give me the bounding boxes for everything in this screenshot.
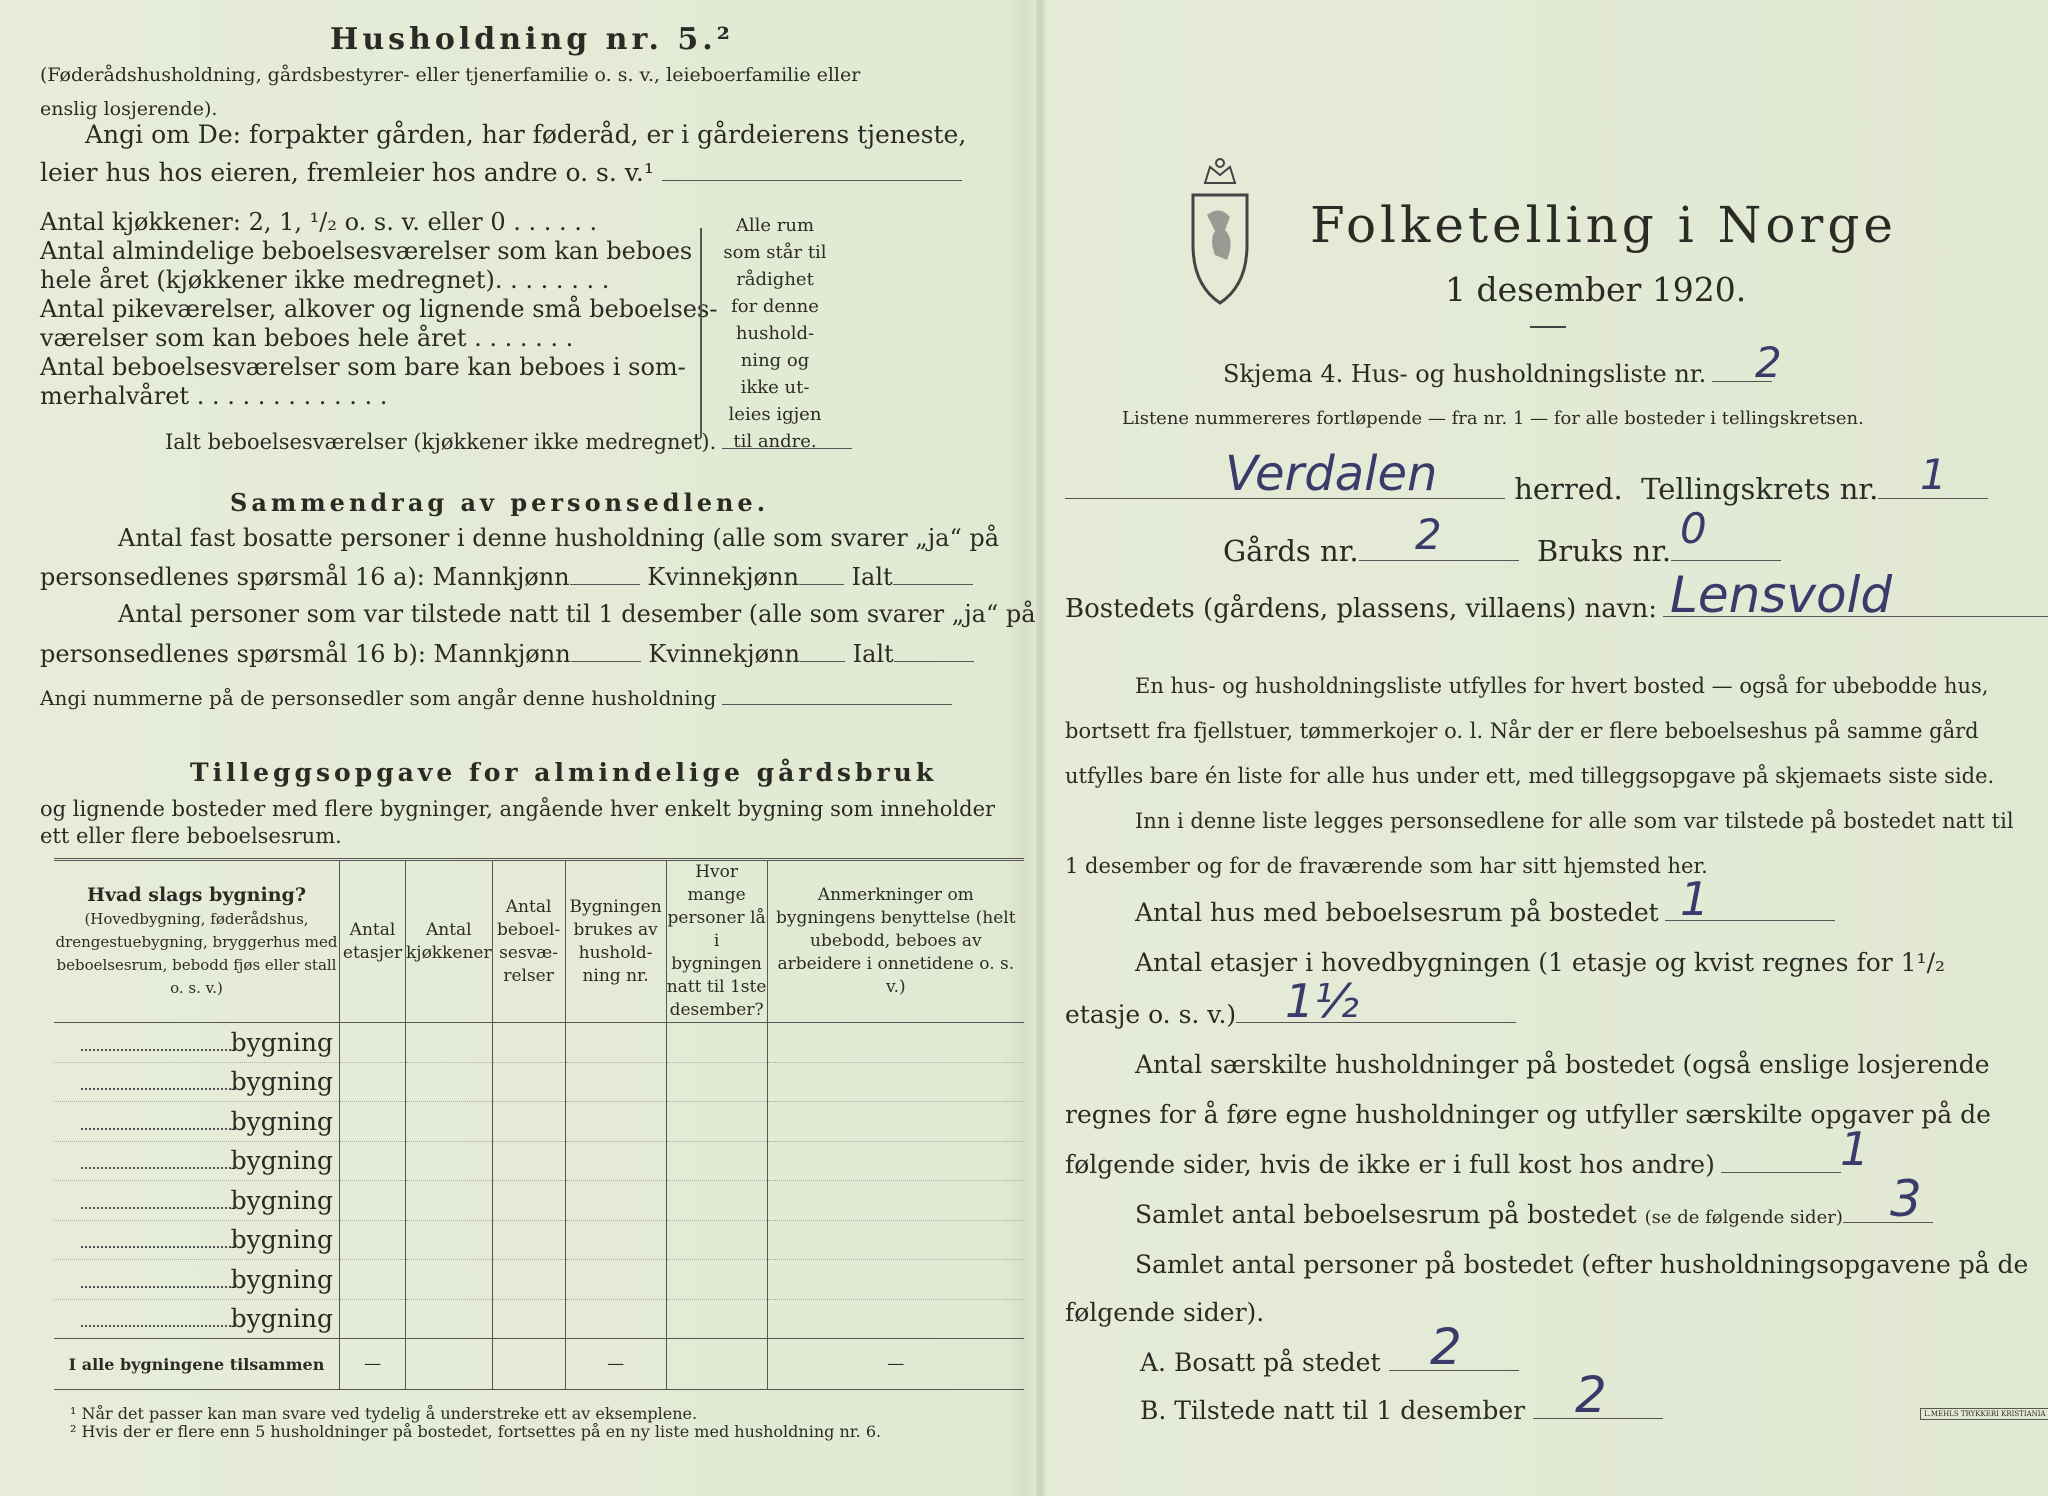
footnote-1: ¹ Når det passer kan man svare ved tydelig å understreke ett av eksemplene. bbox=[70, 1404, 698, 1423]
page-fold bbox=[1036, 0, 1046, 1496]
gards-line: Gårds nr. Bruks nr. bbox=[1223, 534, 1781, 568]
rooms-line-kitchens: Antal kjøkkener: 2, 1, ¹/₂ o. s. v. eller 0 . . . . . . bbox=[40, 208, 598, 236]
bosted-line: Bostedets (gårdens, plassens, villaens) navn: bbox=[1065, 594, 2048, 624]
gards-value: 2 bbox=[1415, 510, 1442, 559]
divider bbox=[1530, 326, 1566, 328]
summary-line-5: Angi nummerne på de personsedler som angår denne husholdning bbox=[40, 686, 952, 710]
table-row: bygning bbox=[54, 1299, 1024, 1339]
table-row: bygning bbox=[54, 1141, 1024, 1181]
etasjer-line-2: etasje o. s. v.) bbox=[1065, 1000, 1516, 1029]
rooms-block bbox=[40, 208, 717, 411]
summary-title: Sammendrag av personsedlene. bbox=[230, 488, 770, 517]
total-label: I alle bygningene tilsammen bbox=[68, 1354, 325, 1374]
krets-value: 1 bbox=[1920, 450, 1947, 499]
rooms-note: Alle rum som står til rådighet for denne hushold- ning og ikke ut- leies igjen til andre. bbox=[723, 215, 827, 452]
coat-of-arms-icon bbox=[1185, 155, 1255, 305]
samlet-pers-line-1: Samlet antal personer på bostedet (efter husholdningsopgavene på de bbox=[1135, 1250, 2029, 1279]
summary-line-4: personsedlenes spørsmål 16 b): Mannkjønn Kvinnekjønn Ialt bbox=[40, 640, 974, 668]
herred-line: herred. Tellingskrets nr. bbox=[1065, 472, 1988, 506]
bruks-value: 0 bbox=[1680, 504, 1707, 553]
ialt-rooms: Ialt beboelsesværelser (kjøkkener ikke medregnet). bbox=[165, 430, 852, 454]
household-title: Husholdning nr. 5.² bbox=[330, 22, 734, 57]
listene-line: Listene nummereres fortløpende — fra nr. 1 — for alle bosteder i tellingskretsen. bbox=[1122, 408, 1864, 429]
col-kjokkener: Antal kjøkkener bbox=[406, 860, 493, 1023]
col-husholdning: Bygningen brukes av hushold-ning nr. bbox=[565, 860, 666, 1023]
tillegg-line-1: og lignende bosteder med flere bygninger, angående hver enkelt bygning som inneholder bbox=[40, 797, 996, 821]
total-etasjer: — bbox=[340, 1339, 406, 1390]
husholdninger-line-1: Antal særskilte husholdninger på bostedet (også enslige losjerende bbox=[1135, 1050, 1990, 1079]
rooms-line-ordinary-2: hele året (kjøkkener ikke medregnet). . . . . . . . bbox=[40, 266, 610, 294]
summary-line-2: personsedlenes spørsmål 16 a): Mannkjønn Kvinnekjønn Ialt bbox=[40, 563, 973, 591]
rooms-line-ordinary: Antal almindelige beboelsesværelser som kan beboes bbox=[40, 237, 693, 265]
samlet-rum-value: 3 bbox=[1890, 1170, 1922, 1228]
husholdninger-value: 1 bbox=[1840, 1122, 1870, 1176]
rooms-line-summer: Antal beboelsesværelser som bare kan beboes i som- bbox=[40, 353, 686, 381]
col-etasjer: Antal etasjer bbox=[340, 860, 406, 1023]
table-row: bygning bbox=[54, 1181, 1024, 1221]
rooms-line-maid: Antal pikeværelser, alkover og lignende små beboelses- bbox=[40, 295, 718, 323]
col-type: Hvad slags bygning? (Hovedbygning, føderådshus, drengestuebygning, bryggerhus med beboelsesrum, bebodd fjøs eller stall o. s. v.) bbox=[54, 860, 340, 1023]
col-beboelsesvaerelser: Antal beboel-sesvæ-relser bbox=[492, 860, 565, 1023]
footnote-2: ² Hvis der er flere enn 5 husholdninger på bostedet, fortsettes på en ny liste med husholdning nr. 6. bbox=[70, 1422, 882, 1441]
intro-line-1: (Føderådshusholdning, gårdsbestyrer- eller tjenerfamilie o. s. v., leieboerfamilie eller bbox=[40, 64, 861, 86]
census-date: 1 desember 1920. bbox=[1445, 270, 1747, 309]
building-table bbox=[54, 858, 1024, 1390]
right-page bbox=[1060, 0, 2046, 1496]
col-anmerkninger: Anmerkninger om bygningens benyttelse (helt ubebodd, beboes av arbeidere i onnetidene o. s. v.) bbox=[767, 860, 1024, 1023]
col-personer: Hvor mange personer lå i bygningen natt til 1ste desember? bbox=[666, 860, 767, 1023]
samlet-pers-line-2: følgende sider). bbox=[1065, 1298, 1265, 1327]
etasjer-value: 1½ bbox=[1285, 974, 1359, 1028]
bosatt-value: 2 bbox=[1430, 1318, 1462, 1376]
tilstede-value: 2 bbox=[1575, 1366, 1607, 1424]
rooms-line-maid-2: værelser som kan beboes hele året . . . . . . . bbox=[40, 324, 574, 352]
angi-line-1: Angi om De: forpakter gården, har føderåd, er i gårdeierens tjeneste, bbox=[85, 120, 967, 149]
census-title: Folketelling i Norge bbox=[1310, 196, 1897, 254]
total-anmerkninger: — bbox=[767, 1339, 1024, 1390]
table-row: bygning bbox=[54, 1023, 1024, 1063]
skjema-line: Skjema 4. Hus- og husholdningsliste nr. bbox=[1223, 360, 1772, 388]
total-husholdning: — bbox=[565, 1339, 666, 1390]
summary-line-3: Antal personer som var tilstede natt til 1 desember (alle som svarer „ja“ på bbox=[118, 600, 1036, 628]
husholdninger-line-3: følgende sider, hvis de ikke er i full kost hos andre) bbox=[1065, 1150, 1841, 1179]
summary-line-1: Antal fast bosatte personer i denne husholdning (alle som svarer „ja“ på bbox=[118, 524, 1000, 552]
table-row: bygning bbox=[54, 1062, 1024, 1102]
samlet-rum-line: Samlet antal beboelsesrum på bostedet (se de følgende sider) bbox=[1135, 1200, 1933, 1229]
bosatt-line: A. Bosatt på stedet bbox=[1140, 1348, 1519, 1377]
tilstede-line: B. Tilstede natt til 1 desember bbox=[1140, 1396, 1663, 1425]
etasjer-line-1: Antal etasjer i hovedbygningen (1 etasje og kvist regnes for 1¹/₂ bbox=[1135, 948, 1946, 977]
husholdninger-line-2: regnes for å føre egne husholdninger og utfyller særskilte opgaver på de bbox=[1065, 1100, 1991, 1129]
angi-line-2: leier hus hos eieren, fremleier hos andre o. s. v.¹ bbox=[40, 158, 962, 187]
intro-line-2: enslig losjerende). bbox=[40, 98, 218, 120]
tillegg-title: Tilleggsopgave for almindelige gårdsbruk bbox=[190, 758, 938, 787]
tillegg-line-2: ett eller flere beboelsesrum. bbox=[40, 824, 342, 848]
skjema-value: 2 bbox=[1755, 338, 1782, 387]
herred-value: Verdalen bbox=[1225, 446, 1438, 502]
hus-value: 1 bbox=[1680, 872, 1710, 926]
printer-stamp: L.MEHLS TRYKKERI KRISTIANIA bbox=[1920, 1408, 2048, 1420]
table-total-row bbox=[54, 1339, 1024, 1390]
instructions-1: En hus- og husholdningsliste utfylles for hvert bosted — også for ubebodde hus, bortsett fra fjellstuer, tømmerkojer o. l. Når der er flere beboelseshus på samme gård utfylles bare én liste for alle hus under ett, med tilleggsopgave på skjemaets siste side. Inn i denne liste legges personsedlene for alle som var tilstede på bostedet natt til 1 desember og for de fraværende som har sitt hjemsted her. bbox=[1065, 674, 2014, 878]
hus-line: Antal hus med beboelsesrum på bostedet bbox=[1135, 898, 1835, 927]
rooms-line-summer-2: merhalvåret . . . . . . . . . . . . . bbox=[40, 382, 388, 410]
left-page bbox=[40, 0, 1036, 1496]
table-row: bygning bbox=[54, 1220, 1024, 1260]
table-row: bygning bbox=[54, 1260, 1024, 1300]
table-row: bygning bbox=[54, 1102, 1024, 1142]
bosted-value: Lensvold bbox=[1670, 566, 1893, 624]
